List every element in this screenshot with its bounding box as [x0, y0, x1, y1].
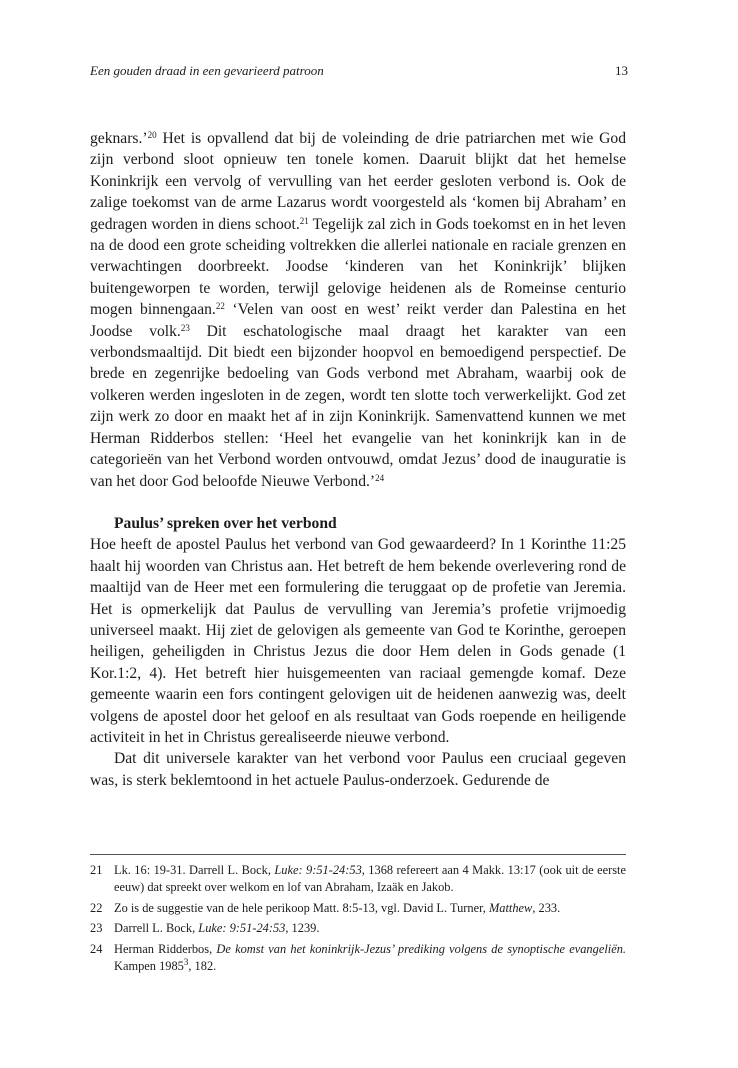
footnote-ref-24: 24 — [375, 472, 385, 483]
footnote-22 — [90, 900, 626, 917]
text-run: Darrell L. Bock, — [114, 921, 199, 936]
text-run: Lk. 16: 19-31. Darrell L. Bock, — [114, 863, 275, 877]
edition-superscript: 3 — [183, 957, 189, 968]
text-run: geknars.’ — [90, 130, 148, 147]
text-run: Dit eschatologische maal draagt het karakter van een verbondsmaaltijd. Dit biedt een bijzonder hoopvol en bemoedigend perspectief. De brede en zegenrijke bedoeling van Gods verbond met Abraham, waarbij ook de volkeren werden ingesloten in de zegen, wordt ten slotte toch verwerkelijkt. God zet zijn werk zo door en maakt het af in zijn Koninkrijk. Samenvattend kunnen we met Herman Ridderbos stellen: ‘Heel het evangelie van het koninkrijk kan in de categorieën van het Verbond worden ontvouwd, omdat Jezus’ dood de inauguratie is van het door God beloofde Nieuwe Verbond.’ — [90, 322, 627, 490]
text-run: Tegelijk zal zich in Gods toekomst en in het leven na de dood een grote scheiding voltrekken die allerlei nationale en raciale grenzen en verwachtingen doorbreekt. Joodse ‘kinderen van het Koninkrijk’ blijken buitengeworpen te worden, terwijl gelovige heidenen als de Romeinse centurio mogen binnengaan. — [90, 215, 626, 319]
text-run: Het is opvallend dat bij de voleinding de drie patriarchen met wie God zijn verbond sloot opnieuw ten tonele komen. Daaruit blijkt dat het hemelse Koninkrijk een vervolg of vervulling van het eerder gesloten verbond is. Ook de zalige toekomst van de arme Lazarus wordt voorgesteld als ‘komen bij Abraham’ en gedragen worden in diens schoot. — [90, 130, 626, 233]
text-run: , 1239. — [285, 921, 320, 936]
running-head — [90, 62, 628, 80]
text-run: , 182. — [188, 959, 217, 974]
text-run: ‘Velen van oost en west’ reikt verder dan Palestina en het Joodse volk. — [90, 301, 626, 340]
footnote-21 — [90, 862, 626, 897]
footnote-number: 22 — [90, 900, 103, 915]
text-run: , 233. — [532, 900, 561, 915]
section-heading: Paulus’ spreken over het verbond — [114, 514, 337, 532]
text-run: Kampen 1985 — [114, 959, 184, 974]
footnotes — [90, 862, 626, 978]
footnote-text — [114, 941, 626, 976]
footnote-ref-20: 20 — [147, 130, 157, 140]
running-title: Een gouden draad in een gevarieerd patroon — [90, 63, 324, 78]
text-run: Herman Ridderbos, — [114, 941, 217, 956]
footnote-ref-22: 22 — [215, 301, 225, 312]
book-title: Luke: 9:51-24:53 — [274, 863, 362, 877]
footnote-text — [114, 920, 626, 937]
book-title: Matthew — [488, 900, 533, 915]
footnote-number: 23 — [90, 921, 103, 936]
paragraph-3: Dat dit universele karakter van het verbond voor Paulus een cruciaal gegeven was, is sterk beklemtoond in het actuele Paulus-onderzoek. Gedurende de — [90, 750, 626, 789]
footnote-divider — [90, 854, 626, 855]
footnote-23 — [90, 920, 626, 937]
footnote-text — [114, 862, 626, 897]
footnote-ref-23: 23 — [180, 322, 190, 333]
footnote-ref-21: 21 — [299, 215, 309, 226]
paragraph-2: Hoe heeft de apostel Paulus het verbond van God gewaardeerd? In 1 Korinthe 11:25 haalt hij woorden van Christus aan. Het betreft de hem bekende overlevering rond de maaltijd van de Heer met een formulering die teruggaat op de profetie van Jeremia. Het is opmerkelijk dat Paulus de vervulling van Jeremia’s profetie vrijmoedig universeel maakt. Hij ziet de gelovigen als gemeente van God te Korinthe, geroepen heiligen, geheiligden in Christus Jezus die door Hem delen in Gods genade (1 Kor.1:2, 4). Het betreft hier huisgemeenten van raciaal gemengde komaf. Deze gemeente waarin een fors contingent gelovigen uit de heidenen aanwezig was, deelt volgens de apostel door het geloof en als resultaat van Gods roepende en heiligende activiteit in het in Christus gerealiseerde nieuwe verbond. — [90, 536, 626, 746]
footnote-number: 21 — [90, 863, 103, 877]
book-title: Luke: 9:51-24:53 — [198, 921, 286, 936]
paragraph-1 — [90, 128, 626, 492]
footnote-text — [114, 900, 626, 917]
text-run: , 1368 refereert aan 4 Makk. 13:17 (ook uit de eerste eeuw) dat spreekt over welkom en lof van Abraham, Izaäk en Jakob. — [114, 863, 626, 895]
text-run: Zo is de suggestie van de hele perikoop Matt. 8:5-13, vgl. David L. Turner, — [114, 900, 489, 915]
book-title: De komst van het koninkrijk-Jezus’ prediking volgens de synoptische evangeliën. — [216, 941, 627, 956]
page-number: 13 — [615, 63, 628, 78]
body-text — [90, 128, 626, 791]
footnote-number: 24 — [90, 941, 103, 956]
footnote-24 — [90, 941, 626, 976]
